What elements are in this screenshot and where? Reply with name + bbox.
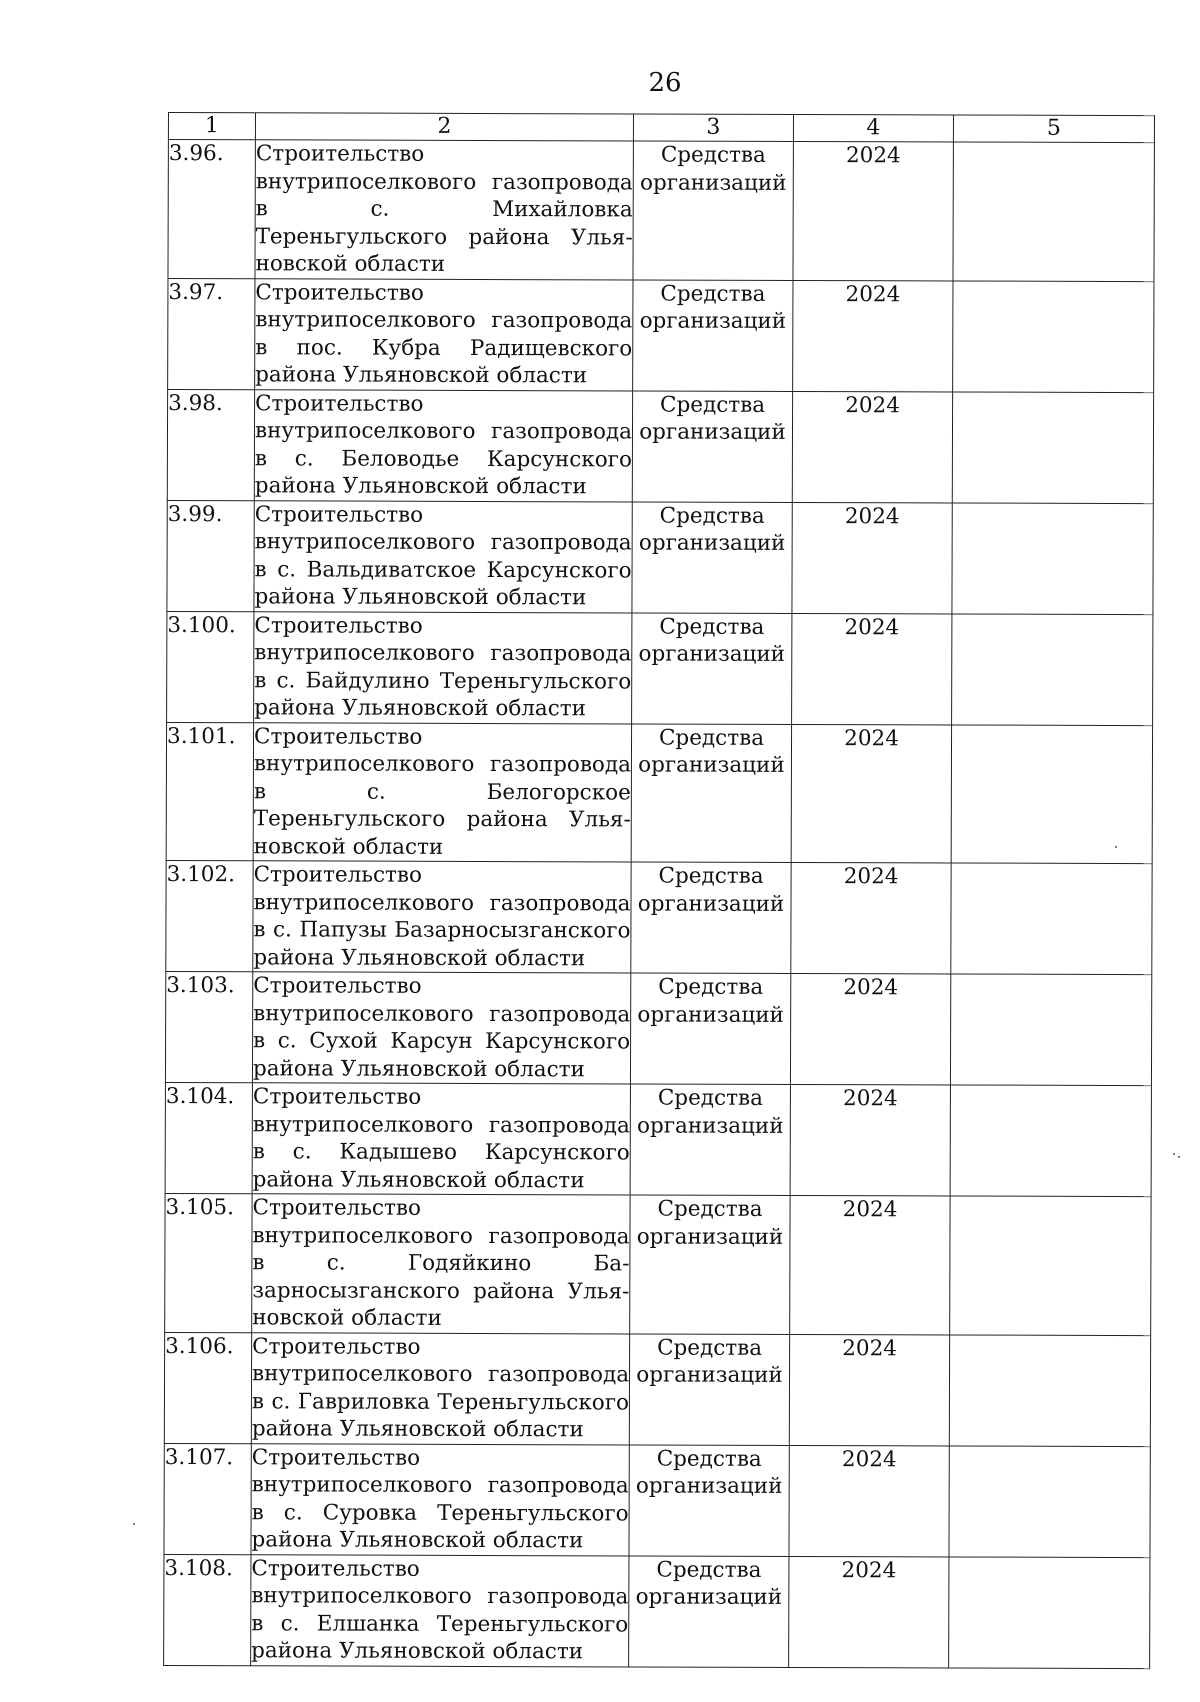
row-year: 2024 [793, 141, 953, 280]
table-row [167, 389, 1153, 503]
table-row [165, 1193, 1151, 1335]
page-number: 26 [648, 68, 682, 98]
row-note [951, 724, 1152, 863]
table-body [164, 140, 1155, 1669]
row-year: 2024 [790, 1195, 950, 1334]
table-row [168, 140, 1154, 282]
row-year: 2024 [793, 280, 953, 392]
row-title: Строительство внутрипоселкового газопровода в с. Беловодье Карсунского района Ульяновской области [254, 389, 632, 501]
row-funding-source: Средства организаций [631, 723, 791, 862]
row-funding-source: Средства организаций [630, 1195, 790, 1334]
row-title: Строительство внутрипоселкового газопровода в с. Гавриловка Тереньгульского района Ульяновской области [251, 1332, 629, 1444]
row-number: 3.99. [167, 500, 254, 611]
row-note [952, 391, 1153, 503]
table-row [168, 278, 1154, 392]
row-funding-source: Средства организаций [630, 1084, 790, 1196]
row-year: 2024 [790, 973, 950, 1085]
row-year: 2024 [789, 1445, 949, 1557]
table-row [166, 722, 1152, 864]
header-col-2: 2 [255, 113, 633, 141]
row-funding-source: Средства организаций [631, 862, 791, 974]
row-number: 3.108. [164, 1554, 251, 1665]
row-number: 3.96. [168, 140, 255, 279]
table-row [166, 860, 1152, 974]
row-note [952, 502, 1153, 614]
row-note [951, 863, 1152, 975]
row-title: Строительство внутрипоселкового газопровода в с. Суровка Тереньгульского района Ульяновской области [251, 1443, 629, 1555]
row-year: 2024 [789, 1556, 949, 1668]
program-table [163, 112, 1155, 1669]
scan-speck [1178, 1156, 1180, 1158]
scan-speck [1173, 1153, 1175, 1155]
table-row [167, 611, 1153, 725]
row-note [949, 1556, 1150, 1668]
table-row [164, 1554, 1150, 1668]
row-title: Строительство внутрипоселкового газопровода в пос. Кубра Радищевского района Ульяновской области [255, 278, 633, 390]
row-title: Строительство внутрипоселкового газопровода в с. Сухой Карсун Карсунского района Ульяновской области [252, 972, 630, 1084]
row-title: Строительство внутрипоселкового газопровода в с. Белогорское Тереньгульского района Ульяновской области [253, 722, 631, 862]
row-year: 2024 [790, 1084, 950, 1196]
row-year: 2024 [789, 1334, 949, 1446]
table-row [164, 1443, 1150, 1557]
row-note [949, 1334, 1150, 1446]
row-year: 2024 [792, 502, 952, 614]
row-title: Строительство внутрипоселкового газопровода в с. Елшанка Тереньгульского района Ульяновской области [251, 1554, 629, 1666]
row-funding-source: Средства организаций [633, 279, 793, 391]
header-col-1: 1 [168, 113, 255, 140]
header-col-5: 5 [953, 115, 1154, 143]
header-col-3: 3 [633, 114, 793, 142]
table-row [165, 1082, 1151, 1196]
row-note [950, 1196, 1151, 1335]
scan-speck [133, 1523, 135, 1525]
row-number: 3.105. [165, 1193, 252, 1332]
row-title: Строительство внутрипоселкового газопровода в с. Годяйкино Базарносызганского района Ульяновской области [252, 1194, 630, 1334]
row-year: 2024 [792, 613, 952, 725]
row-title: Строительство внутрипоселкового газопровода в с. Байдулино Тереньгульского района Ульяновской области [254, 611, 632, 723]
row-number: 3.106. [164, 1332, 251, 1443]
row-number: 3.107. [164, 1443, 251, 1554]
row-note [953, 142, 1154, 281]
table-row [167, 500, 1153, 614]
header-col-4: 4 [793, 114, 953, 142]
row-year: 2024 [791, 724, 951, 863]
row-note [949, 1445, 1150, 1557]
row-funding-source: Средства организаций [632, 612, 792, 724]
row-note [953, 280, 1154, 392]
header-row [168, 113, 1154, 143]
row-title: Строительство внутрипоселкового газопровода в с. Михайловка Тереньгульского района Ульяновской области [255, 140, 633, 280]
row-funding-source: Средства организаций [629, 1444, 789, 1556]
row-funding-source: Средства организаций [629, 1333, 789, 1445]
row-number: 3.104. [165, 1082, 252, 1193]
row-number: 3.98. [167, 389, 254, 500]
row-number: 3.100. [167, 611, 254, 722]
row-funding-source: Средства организаций [630, 973, 790, 1085]
row-note [952, 613, 1153, 725]
table-header [168, 113, 1154, 143]
row-year: 2024 [791, 862, 951, 974]
row-note [950, 1085, 1151, 1197]
row-funding-source: Средства организаций [632, 501, 792, 613]
row-title: Строительство внутрипоселкового газопровода в с. Вальдиватское Карсунского района Ульяновской области [254, 500, 632, 612]
row-number: 3.101. [166, 722, 253, 861]
row-number: 3.102. [166, 860, 253, 971]
row-funding-source: Средства организаций [629, 1555, 789, 1667]
row-funding-source: Средства организаций [632, 390, 792, 502]
row-note [950, 974, 1151, 1086]
row-number: 3.97. [168, 278, 255, 389]
row-number: 3.103. [165, 971, 252, 1082]
row-funding-source: Средства организаций [633, 141, 793, 280]
table-row [164, 1332, 1150, 1446]
scan-speck [1115, 846, 1117, 848]
table-row [165, 971, 1151, 1085]
row-year: 2024 [792, 391, 952, 503]
row-title: Строительство внутрипоселкового газопровода в с. Папузы Базарносызганского района Ульяновской области [253, 861, 631, 973]
row-title: Строительство внутрипоселкового газопровода в с. Кадышево Карсунского района Ульяновской области [252, 1083, 630, 1195]
